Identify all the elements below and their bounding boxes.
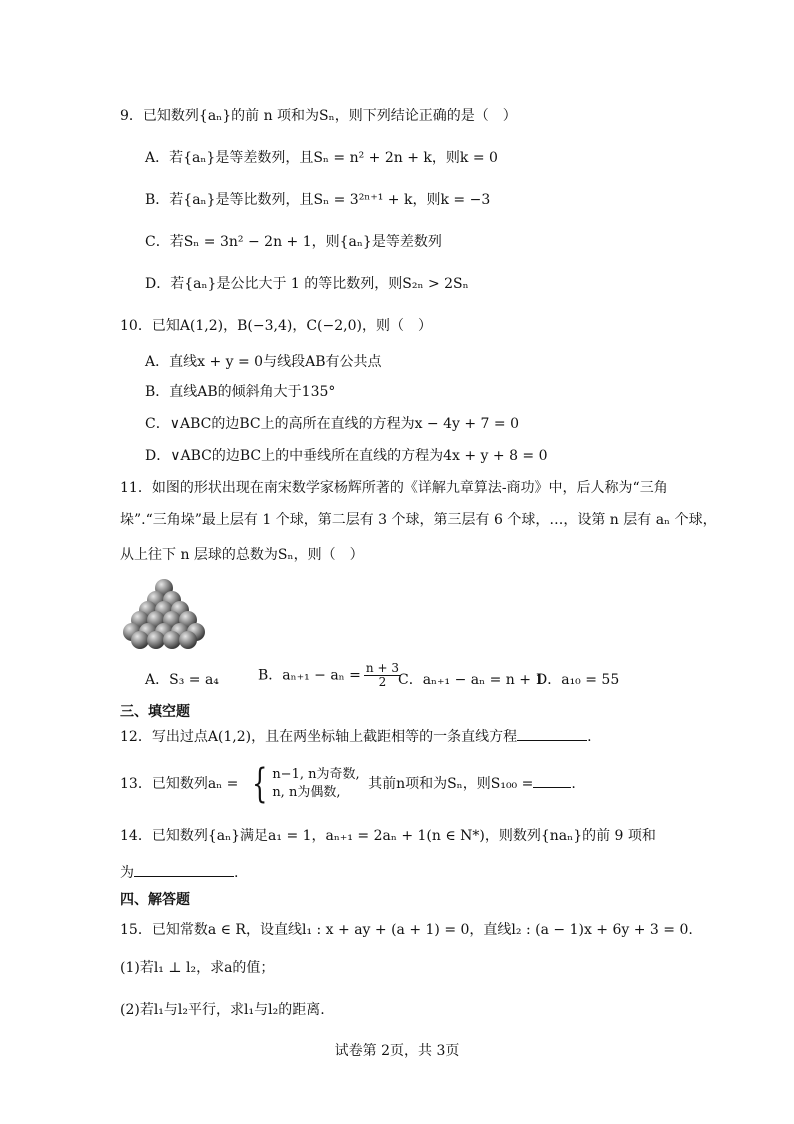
q15-stem: 15．已知常数a ∈ R，设直线l₁ : x + ay + (a + 1) = 0，直线l₂ : (a − 1)x + 6y + 3 = 0. <box>120 922 693 938</box>
ball <box>131 631 149 649</box>
ball <box>179 631 197 649</box>
q11-option-d: D．a₁₀ = 55 <box>536 672 620 688</box>
q13-case-odd: n−1, n为奇数, <box>272 767 360 782</box>
q13-brace: { <box>251 761 268 807</box>
q15-part1: (1)若l₁ ⊥ l₂，求a的值； <box>120 960 275 976</box>
q11-option-b-numerator: n + 3 <box>365 661 399 675</box>
q12-text: 12．写出过点A(1,2)，且在两坐标轴上截距相等的一条直线方程 <box>120 729 518 745</box>
q12-answer-blank <box>517 726 587 741</box>
q13-piecewise <box>247 761 360 807</box>
q11-option-b-denominator: 2 <box>378 675 387 689</box>
q11-stem-line2: 垛”.“三角垛”最上层有 1 个球，第二层有 3 个球，第三层有 6 个球，…，设第 n 层有 aₙ 个球， <box>120 512 717 528</box>
ball <box>147 631 165 649</box>
q13-case-even: n, n为偶数, <box>272 785 341 800</box>
q11-stem-line3: 从上往下 n 层球的总数为Sₙ，则（ ） <box>120 547 364 563</box>
triangular-ball-pile-image <box>118 574 210 654</box>
q12-tail: . <box>587 729 592 745</box>
q10-option-d: D．∨ABC的边BC上的中垂线所在直线的方程为4x + y + 8 = 0 <box>145 448 548 464</box>
q9-option-a: A．若{aₙ}是等差数列，且Sₙ = n² + 2n + k，则k = 0 <box>145 150 498 166</box>
q13-cases <box>272 766 359 802</box>
q9-option-d: D．若{aₙ}是公比大于 1 的等比数列，则S₂ₙ > 2Sₙ <box>145 276 469 292</box>
q14-line1: 14．已知数列{aₙ}满足a₁ = 1，aₙ₊₁ = 2aₙ + 1(n ∈ N*)，则数列{naₙ}的前 9 项和 <box>120 828 656 844</box>
q9-stem: 9．已知数列{aₙ}的前 n 项和为Sₙ，则下列结论正确的是（ ） <box>120 108 517 124</box>
q9-option-b: B．若{aₙ}是等比数列，且Sₙ = 3²ⁿ⁺¹ + k，则k = −3 <box>145 192 491 208</box>
q10-stem: 10．已知A(1,2)，B(−3,4)，C(−2,0)，则（ ） <box>120 318 432 334</box>
q11-stem-line1: 11．如图的形状出现在南宋数学家杨辉所著的《详解九章算法-商功》中，后人称为“三角 <box>120 480 668 496</box>
q12 <box>120 726 592 747</box>
q13-tail: . <box>571 776 576 792</box>
q10-option-a: A．直线x + y = 0与线段AB有公共点 <box>145 354 382 370</box>
q9-option-c: C．若Sₙ = 3n² − 2n + 1，则{aₙ}是等差数列 <box>145 234 442 250</box>
q14-line2-prefix: 为 <box>120 865 134 881</box>
q10-option-b: B．直线AB的倾斜角大于135° <box>145 384 336 400</box>
q11-option-b-prefix: B．aₙ₊₁ − aₙ = <box>258 667 361 684</box>
q11-option-b-fraction <box>364 662 401 689</box>
q14-answer-blank <box>134 862 234 877</box>
section-solution-title: 四、解答题 <box>120 892 190 908</box>
ball <box>163 631 181 649</box>
q13-middle: 其前n项和为Sₙ，则S₁₀₀ = <box>368 776 534 792</box>
q13-prefix: 13．已知数列aₙ = <box>120 776 239 792</box>
q11-option-a: A．S₃ = a₄ <box>145 672 219 688</box>
q14-tail: . <box>234 865 239 881</box>
q10-option-c: C．∨ABC的边BC上的高所在直线的方程为x − 4y + 7 = 0 <box>145 416 520 432</box>
q13 <box>120 761 576 807</box>
page-footer: 试卷第 2页，共 3页 <box>334 1043 460 1059</box>
q13-answer-blank <box>533 773 571 788</box>
section-fill-in-title: 三、填空题 <box>120 704 190 720</box>
q11-option-c: C．aₙ₊₁ − aₙ = n + 1 <box>398 672 545 688</box>
q15-part2: (2)若l₁与l₂平行，求l₁与l₂的距离. <box>120 1002 325 1018</box>
q11-option-b <box>258 662 404 689</box>
q14-line2 <box>120 862 238 883</box>
